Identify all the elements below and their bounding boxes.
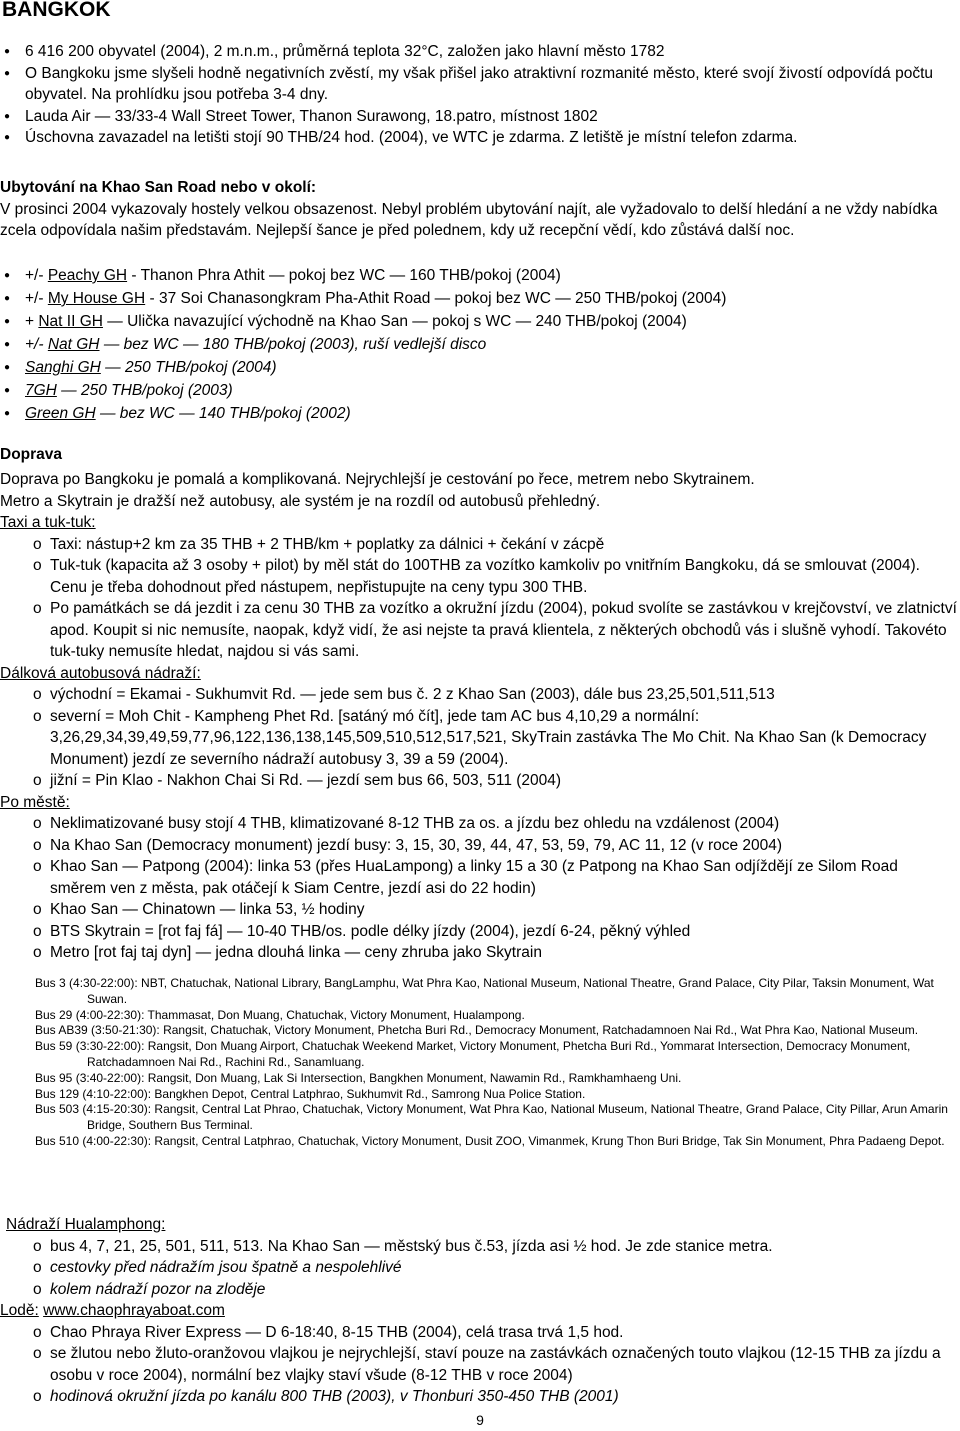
subsection-heading: Nádraží Hualamphong: bbox=[6, 1216, 166, 1233]
hostel-item: ● Green GH — bez WC — 140 THB/pokoj (2002) bbox=[0, 402, 958, 425]
list-item: o Chao Phraya River Express — D 6-18:40, 8-15 THB (2004), celá trasa trvá 1,5 hod. bbox=[33, 1323, 624, 1341]
list-item: o cestovky před nádražím jsou špatně a nespolehlivé bbox=[33, 1259, 402, 1276]
list-item: o Po památkách se dá jezdit i za cenu 30 THB za vozítko a okružní jízdu (2004), pokud svolíte se zastávkou v krejčovství, ve zlatnictví apod. Koupit si nic nemusíte, naopak, když vidí, že asi nejste ta pravá klientela, z některých obchodů vás i slušně vyhodí. Takovéto tuk-tuky nemusíte hledat, najdou si vás sami. bbox=[33, 600, 957, 660]
list-item: o Metro [rot faj taj dyn] — jedna dlouhá linka — ceny zhruba jako Skytrain bbox=[33, 944, 542, 961]
transport-text: Metro a Skytrain je dražší než autobusy, ale systém je na rozdíl od autobusů přehledný. bbox=[0, 492, 601, 510]
list-item: o se žlutou nebo žluto-oranžovou vlajkou je nejrychlejší, staví pouze na zastávkách označených touto vlajkou (12-15 THB za jízdu a osobu v roce 2004), normální bez vlajky staví všude (8-12 THB v roce 2004) bbox=[33, 1345, 941, 1384]
transport-section bbox=[0, 444, 958, 964]
subsection-heading: Dálková autobusová nádraží: bbox=[0, 664, 201, 682]
bus-routes-section bbox=[0, 976, 958, 1150]
hualamphong-section bbox=[0, 1214, 958, 1408]
section-heading: Doprava bbox=[0, 446, 63, 463]
hostel-name[interactable]: Peachy GH bbox=[47, 267, 128, 284]
city-transport-list bbox=[0, 813, 958, 964]
list-item: ● Úschovna zavazadel na letišti stojí 90 THB/24 hod. (2004), ve WTC je zdarma. Z letiště je místní telefon zdarma. bbox=[0, 127, 958, 149]
hostel-item: ● + Nat II GH — Ulička navazující východně na Khao San — pokoj s WC — 240 THB/pokoj (2004) bbox=[0, 310, 958, 333]
bus-route-list bbox=[0, 976, 958, 1150]
accommodation-section bbox=[0, 177, 958, 242]
boat-link[interactable]: www.chaophrayaboat.com bbox=[43, 1302, 225, 1319]
hualamphong-list bbox=[0, 1236, 958, 1301]
list-item: o jižní = Pin Klao - Nakhon Chai Si Rd. — jezdí sem bus 66, 503, 511 (2004) bbox=[33, 772, 562, 789]
accommodation-text: V prosinci 2004 vykazovaly hostely velkou obsazenost. Nebyl problém ubytování najít, ale vyžadovalo to delší hledání a ne vždy nabídka zcela odpovídala našim představám. Nejlepší šance je před polednem, kdy už recepční vědí, kdo zůstává další noc. bbox=[0, 200, 938, 239]
list-item: o Taxi: nástup+2 km za 35 THB + 2 THB/km + poplatky za dálnici + čekání v zácpě bbox=[33, 535, 605, 553]
bus-route: Bus 59 (3:30-22:00): Rangsit, Don Muang Airport, Chatuchak Weekend Market, Victory Monument, Phetcha Buri Rd., Yommarat Intersection, Democracy Monument, Ratchadamnoen Nai Rd., Rachini Rd., Sanamluang. bbox=[35, 1039, 911, 1069]
hostel-name[interactable]: Green GH bbox=[25, 405, 96, 422]
bus-route: Bus 503 (4:15-20:30): Rangsit, Central Lat Phrao, Chatuchak, Victory Monument, Wat Phra Kao, National Museum, National Theatre, Grand Palace, City Pillar, Arun Amarin Bridge, Southern Bus Terminal. bbox=[35, 1102, 948, 1133]
hostel-item: ● Sanghi GH — 250 THB/pokoj (2004) bbox=[0, 356, 958, 379]
bus-route: Bus 29 (4:00-22:30): Thammasat, Don Muang, Chatuchak, Victory Monument, Hualampong. bbox=[35, 1007, 525, 1022]
hostel-name[interactable]: My House GH bbox=[47, 290, 146, 307]
list-item: ● Lauda Air — 33/33-4 Wall Street Tower, Thanon Surawong, 18.patro, místnost 1802 bbox=[0, 106, 958, 128]
list-item: o severní = Moh Chit - Kampheng Phet Rd. [satáný mó čít], jede tam AC bus 4,10,29 a normální: 3,26,29,34,39,49,59,77,96,122,136,138,145,509,510,512,517,521, SkyTrain zastávka The Mo Chit. Na Khao San (k Democracy Monument) jezdí ze severního nádraží autobusy 3, 39 a 59 (2004). bbox=[33, 707, 927, 768]
bus-route: Bus 129 (4:10-22:00): Bangkhen Depot, Central Latphrao, Sukhumvit Rd., Samrong Nua Police Station. bbox=[35, 1086, 586, 1101]
bus-route: Bus 95 (3:40-22:00): Rangsit, Don Muang, Lak Si Intersection, Bangkhen Monument, Nawamin Rd., Ramkhamhaeng Uni. bbox=[35, 1070, 682, 1085]
hostel-item: ● +/- My House GH - 37 Soi Chanasongkram Pha-Athit Road — pokoj bez WC — 250 THB/pokoj (2004) bbox=[0, 287, 958, 310]
bus-route: Bus AB39 (3:50-21:30): Rangsit, Chatuchak, Victory Monument, Phetcha Buri Rd., Democracy Monument, Ratchadamnoen Nai Rd., Wat Phra Kao, National Museum. bbox=[35, 1023, 919, 1038]
list-item: ● 6 416 200 obyvatel (2004), 2 m.n.m., průměrná teplota 32°C, založen jako hlavní město 1782 bbox=[0, 41, 958, 63]
hostel-name[interactable]: Nat GH bbox=[47, 336, 100, 353]
section-heading: Ubytování na Khao San Road nebo v okolí: bbox=[0, 179, 317, 196]
list-item: ● O Bangkoku jsme slyšeli hodně negativních zvěstí, my však přišel jako atraktivní rozmanité město, které svojí živostí odpovídá počtu obyvatel. Na prohlídku jsou potřeba 3-4 dny. bbox=[0, 63, 958, 106]
hostel-item: ● 7GH — 250 THB/pokoj (2003) bbox=[0, 379, 958, 402]
boat-list bbox=[0, 1322, 958, 1408]
hostel-item: ● +/- Nat GH — bez WC — 180 THB/pokoj (2003), ruší vedlejší disco bbox=[0, 333, 958, 356]
hostel-name[interactable]: Sanghi GH bbox=[25, 359, 101, 376]
list-item: o východní = Ekamai - Sukhumvit Rd. — jede sem bus č. 2 z Khao San (2003), dále bus 23,25,501,511,513 bbox=[33, 686, 775, 703]
list-item: o BTS Skytrain = [rot faj fá] — 10-40 THB/os. podle délky jízdy (2004), jezdí 6-24, pěkný výhled bbox=[33, 922, 691, 940]
list-item: o hodinová okružní jízda po kanálu 800 THB (2003), v Thonburi 350-450 THB (2001) bbox=[33, 1388, 619, 1405]
page-number: 9 bbox=[476, 1412, 484, 1428]
page-title: BANGKOK bbox=[2, 0, 111, 21]
hostel-name[interactable]: 7GH bbox=[25, 382, 57, 399]
bus-route: Bus 510 (4:00-22:30): Rangsit, Central Latphrao, Chatuchak, Victory Monument, Dusit ZOO, Vimanmek, Krung Thon Buri Bridge, Tak Sin Monument, Phra Padaeng Depot. bbox=[35, 1133, 945, 1148]
hostel-item: ● +/- Peachy GH - Thanon Phra Athit — pokoj bez WC — 160 THB/pokoj (2004) bbox=[0, 264, 958, 287]
subsection-heading: Lodě: bbox=[0, 1302, 39, 1319]
intro-list bbox=[0, 41, 958, 149]
hostel-list bbox=[0, 264, 958, 425]
list-item: o Na Khao San (Democracy monument) jezdí busy: 3, 15, 30, 39, 44, 47, 53, 59, 79, AC 11, 12 (v roce 2004) bbox=[33, 836, 783, 854]
bus-route: Bus 3 (4:30-22:00): NBT, Chatuchak, National Library, BangLamphu, Wat Phra Kao, National Museum, National Theatre, Grand Palace, City Pilar, Taksin Monument, Wat Suwan. bbox=[35, 976, 934, 1006]
list-item: o Khao San — Patpong (2004): linka 53 (přes HuaLampong) a linky 15 a 30 (z Patpong na Khao San odjíždějí ze Silom Road směrem ven z města, pak otáčejí k Siam Centre, jezdí asi do 22 hodin) bbox=[33, 858, 898, 897]
hostel-section bbox=[0, 264, 958, 425]
hostel-name[interactable]: Nat II GH bbox=[38, 313, 103, 330]
transport-text: Doprava po Bangkoku je pomalá a komplikovaná. Nejrychlejší je cestování po řece, metrem nebo Skytrainem. bbox=[0, 471, 755, 488]
subsection-heading: Po městě: bbox=[0, 793, 70, 811]
list-item: o kolem nádraží pozor na zloděje bbox=[33, 1280, 266, 1298]
boat-heading-line bbox=[0, 1300, 958, 1322]
list-item: o Tuk-tuk (kapacita až 3 osoby + pilot) by měl stát do 100THB za vozítko kamkoliv po vnitřním Bangkoku, dá se smlouvat (2004). Cenu je třeba dohodnout před nástupem, nepřistupujte na ceny typu 300 THB. bbox=[33, 557, 920, 596]
bus-station-list bbox=[0, 684, 958, 792]
taxi-list bbox=[0, 534, 958, 663]
subsection-heading: Taxi a tuk-tuk: bbox=[0, 514, 96, 531]
intro-section bbox=[0, 41, 958, 149]
list-item: o Neklimatizované busy stojí 4 THB, klimatizované 8-12 THB za os. a jízdu bez ohledu na vzdálenost (2004) bbox=[33, 815, 780, 832]
list-item: o bus 4, 7, 21, 25, 501, 511, 513. Na Khao San — městský bus č.53, jízda asi ½ hod. Je zde stanice metra. bbox=[33, 1237, 773, 1255]
list-item: o Khao San — Chinatown — linka 53, ½ hodiny bbox=[33, 901, 365, 918]
